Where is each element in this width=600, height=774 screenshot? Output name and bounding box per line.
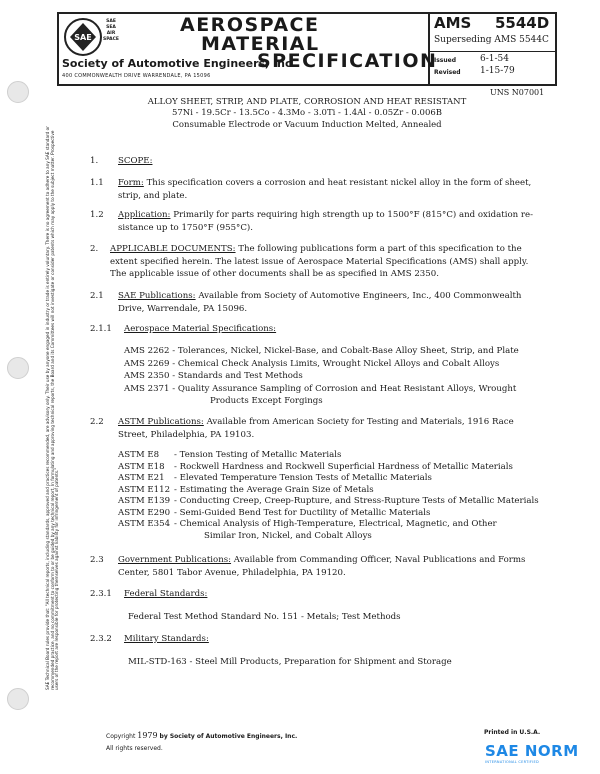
ams-number: 5544D xyxy=(495,14,550,32)
disclaimer-text: SAE Technical Board rules provide that: "All technical reports, including standards, approved and practices recommended, are advisory only. Their use by anyone engaged in industry or trade is entirely voluntary. There is no agreement to adhere to any SAE standard or recommended practice, and no commitment to conform to or be guided by any technical report. In formulating and approving technical reports, the Board and its Committees will not investigate or consider patents which may apply to the subject matter. Prospective users of the report are responsible for protecting themselves against liability for infringement of patents." xyxy=(45,126,59,690)
list-item xyxy=(118,485,558,497)
list-item xyxy=(118,508,558,520)
punch-hole xyxy=(7,357,29,379)
issued-label: Issued xyxy=(434,57,457,64)
list-item xyxy=(118,462,558,474)
paragraph-text: Center, 5801 Tabor Avenue, Philadelphia, PA 19120. xyxy=(118,567,346,578)
list-item: AMS 2350 - Standards and Test Methods xyxy=(124,371,303,381)
paragraph-text: strip, and plate. xyxy=(118,190,188,201)
paragraph xyxy=(118,177,558,202)
list-item: AMS 2371 - Quality Assurance Sampling of Corrosion and Heat Resistant Alloys, Wrought xyxy=(124,383,517,394)
astm-code: ASTM E112 xyxy=(118,484,171,495)
paragraph-heading: Application: xyxy=(118,210,171,220)
doc-subtitle: Consumable Electrode or Vacuum Induction Melted, Annealed xyxy=(172,120,442,130)
section-heading: Aerospace Material Specifications: xyxy=(124,324,277,334)
list-item xyxy=(118,519,558,531)
list-item: MIL-STD-163 - Steel Mill Products, Preparation for Shipment and Storage xyxy=(128,657,452,667)
astm-desc: - Conducting Creep, Creep-Rupture, and Stress-Rupture Tests of Metallic Materials xyxy=(174,496,539,506)
list-item: Products Except Forgings xyxy=(210,396,323,406)
copyright-line xyxy=(106,731,297,740)
doc-title: ALLOY SHEET, STRIP, AND PLATE, CORROSION AND HEAT RESISTANT xyxy=(147,97,467,107)
section-number: 2.3 xyxy=(90,555,104,565)
astm-code: ASTM E290 xyxy=(118,507,171,518)
section-number: 2.2 xyxy=(90,417,104,427)
astm-desc: - Rockwell Hardness and Rockwell Superficial Hardness of Metallic Materials xyxy=(174,461,513,472)
paragraph xyxy=(118,416,558,441)
astm-code: ASTM E139 xyxy=(118,496,171,506)
astm-desc: - Elevated Temperature Tension Tests of Metallic Materials xyxy=(174,473,432,483)
rights-reserved: All rights reserved. xyxy=(106,745,163,752)
side-disclaimer xyxy=(45,120,59,690)
paragraph-heading: Form: xyxy=(118,178,144,188)
svg-text:SAE: SAE xyxy=(74,33,92,42)
paragraph xyxy=(118,554,558,579)
ams-list xyxy=(124,345,564,408)
printed-in: Printed in U.S.A. xyxy=(484,729,541,736)
astm-code: ASTM E18 xyxy=(118,461,165,472)
watermark-brand: SAE NORM xyxy=(485,742,579,760)
list-item: AMS 2262 - Tolerances, Nickel, Nickel-Base, and Cobalt-Base Alloy Sheet, Strip, and Plate xyxy=(124,346,519,356)
revised-label: Revised xyxy=(434,69,461,76)
section-number: 2. xyxy=(90,244,99,254)
astm-list xyxy=(118,450,558,542)
header-divider xyxy=(428,51,557,52)
astm-code: ASTM E354 xyxy=(118,519,171,529)
section-number: 1. xyxy=(90,156,99,166)
ams-label: AMS xyxy=(434,14,472,32)
paragraph-text: Available from Commanding Officer, Naval Publications and Forms xyxy=(233,555,526,565)
watermark-sub: INTERNATIONAL CERTIFIED xyxy=(485,760,540,764)
copyright-owner: by Society of Automotive Engineers, Inc. xyxy=(159,733,298,740)
logo-line: AIR xyxy=(106,31,116,36)
paragraph-text: The applicable issue of other documents shall be as specified in AMS 2350. xyxy=(110,269,439,279)
paragraph xyxy=(118,209,558,234)
paragraph-heading: APPLICABLE DOCUMENTS: xyxy=(110,244,236,254)
logo-words xyxy=(96,19,126,43)
paragraph-text: extent specified herein. The latest issue of Aerospace Material Specifications (AMS) shall apply. xyxy=(110,256,529,267)
astm-desc: - Chemical Analysis of High-Temperature, Electrical, Magnetic, and Other xyxy=(174,519,497,529)
paragraph-text: Primarily for parts requiring high strength up to 1500°F (815°C) and oxidation re- xyxy=(173,210,534,220)
society-name: Society of Automotive Engineers, Inc. xyxy=(62,57,296,70)
society-address: 400 COMMONWEALTH DRIVE WARRENDALE, PA 15096 xyxy=(62,73,211,79)
title-aerospace: AEROSPACE xyxy=(180,14,320,36)
punch-hole xyxy=(7,688,29,710)
paragraph xyxy=(110,243,560,281)
paragraph-text: sistance up to 1750°F (955°C). xyxy=(118,222,254,233)
section-heading: SCOPE: xyxy=(118,156,153,166)
paragraph-text: Available from American Society for Testing and Materials, 1916 Race xyxy=(206,417,514,427)
section-number: 2.1 xyxy=(90,291,104,301)
paragraph-text: The following publications form a part of this specification to the xyxy=(238,244,522,254)
list-item: AMS 2269 - Chemical Check Analysis Limits, Wrought Nickel Alloys and Cobalt Alloys xyxy=(124,358,500,369)
astm-code: ASTM E8 xyxy=(118,450,160,460)
logo-line: SEA xyxy=(106,25,116,30)
astm-code: ASTM E21 xyxy=(118,473,165,483)
paragraph xyxy=(118,290,558,315)
paragraph-text: Street, Philadelphia, PA 19103. xyxy=(118,429,255,440)
section-number: 1.1 xyxy=(90,178,104,188)
section-number: 2.1.1 xyxy=(90,324,112,334)
logo-line: SPACE xyxy=(103,37,119,42)
doc-composition: 57Ni - 19.5Cr - 13.5Co - 4.3Mo - 3.0Ti - 1.4Al - 0.05Zr - 0.006B xyxy=(171,108,443,118)
paragraph-text: This specification covers a corrosion and heat resistant nickel alloy in the form of sheet, xyxy=(146,178,532,188)
punch-hole xyxy=(7,81,29,103)
list-item xyxy=(118,450,558,462)
uns-number: UNS N07001 xyxy=(490,88,545,97)
section-heading: Military Standards: xyxy=(124,634,209,644)
paragraph-heading: ASTM Publications: xyxy=(118,417,204,427)
list-item xyxy=(118,473,558,485)
header-divider xyxy=(428,12,430,86)
superseding-note: Superseding AMS 5544C xyxy=(434,35,549,45)
copyright-year: 1979 xyxy=(137,731,158,740)
section-number: 2.3.2 xyxy=(90,634,112,644)
title-specification: SPECIFICATION xyxy=(257,50,438,72)
list-item: Similar Iron, Nickel, and Cobalt Alloys xyxy=(204,530,372,541)
section-number: 2.3.1 xyxy=(90,589,112,599)
paragraph-heading: SAE Publications: xyxy=(118,291,196,301)
list-item: Federal Test Method Standard No. 151 - Metals; Test Methods xyxy=(128,612,401,622)
logo-line: SAE xyxy=(106,19,116,24)
title-material: MATERIAL xyxy=(201,33,320,55)
issued-date: 6-1-54 xyxy=(480,54,509,64)
paragraph-heading: Government Publications: xyxy=(118,555,232,565)
section-number: 1.2 xyxy=(90,210,104,220)
astm-desc: - Estimating the Average Grain Size of Metals xyxy=(174,484,374,495)
copyright-word: Copyright xyxy=(106,733,136,740)
paragraph-text: Drive, Warrendale, PA 15096. xyxy=(118,303,248,314)
astm-desc: - Tension Testing of Metallic Materials xyxy=(174,450,342,460)
astm-desc: - Semi-Guided Bend Test for Ductility of Metallic Materials xyxy=(174,507,431,518)
section-heading: Federal Standards: xyxy=(124,589,208,599)
paragraph-text: Available from Society of Automotive Engineers, Inc., 400 Commonwealth xyxy=(198,291,522,301)
revised-date: 1-15-79 xyxy=(480,66,515,76)
list-item xyxy=(118,496,558,508)
sae-norm-watermark xyxy=(485,742,579,764)
